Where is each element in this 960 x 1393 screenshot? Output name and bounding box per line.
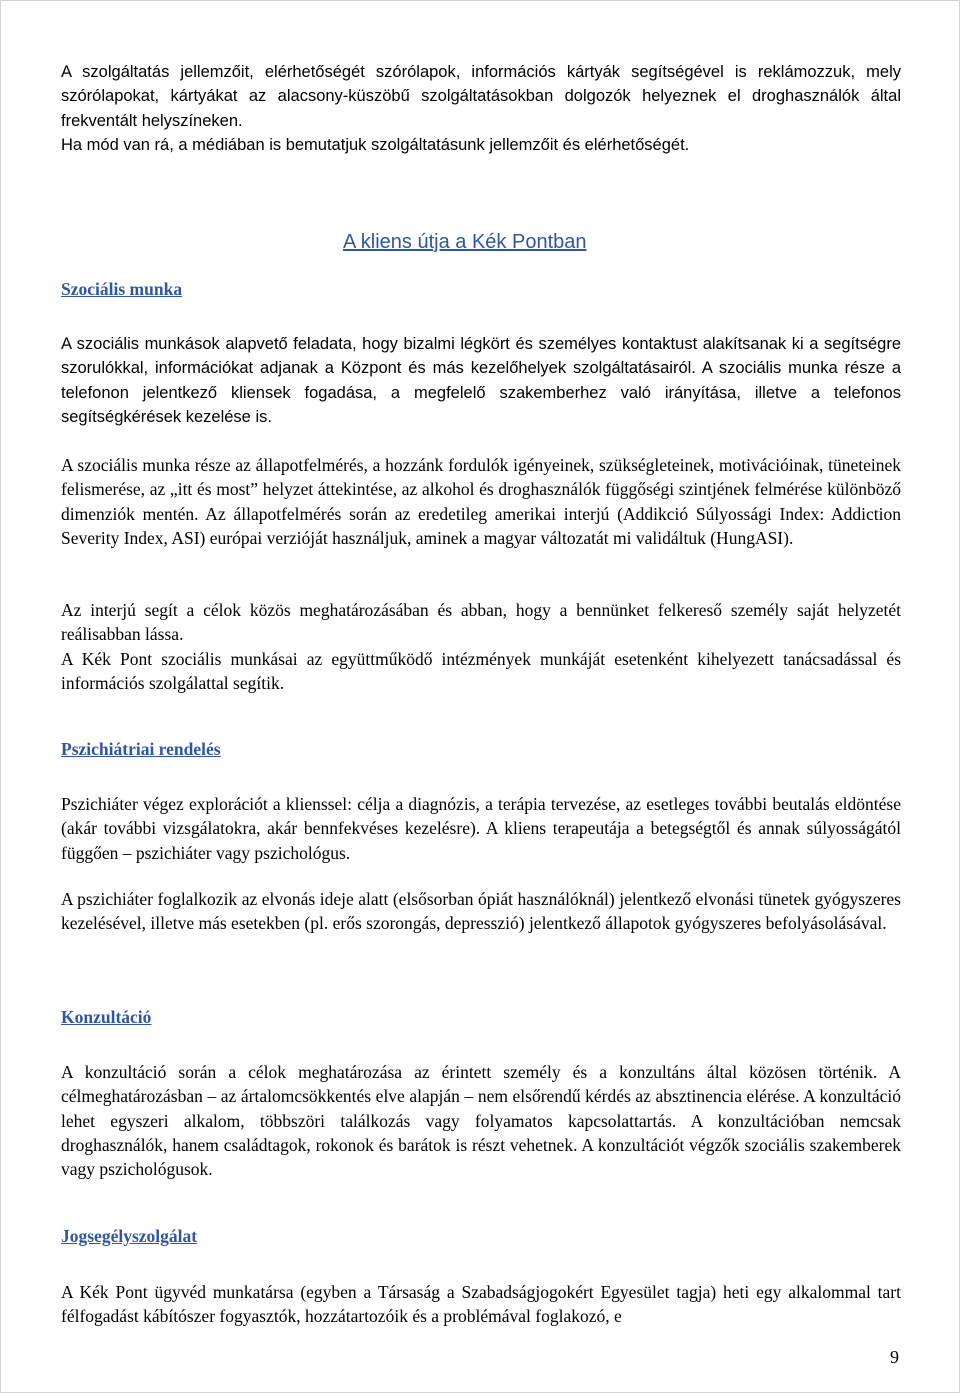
psych-paragraph-2: A pszichiáter foglalkozik az elvonás ideje alatt (elsősorban ópiát használóknál) jelentkező elvonási tünetek gyógyszeres kezelésével, illetve más esetekben (pl. erős szorongás, depresszió) jelentkező állapotok gyógyszeres befolyásolásával. [61, 889, 901, 934]
intro-paragraph: A szolgáltatás jellemzőit, elérhetőségét szórólapok, információs kártyák segítségével is reklámozzuk, mely szórólapokat, kártyákat az alacsony-küszöbű szolgáltatásokban dolgozók helyeznek el droghasználók által frekventált helyszíneken. Ha mód van rá, a médiában is bemutatjuk szolgáltatásunk jellemzőit és elérhetőségét. [61, 63, 901, 154]
consult-paragraph-1: A konzultáció során a célok meghatározása az érintett személy és a konzultáns által közösen történik. A célmeghatározásban – az ártalomcsökkentés elve alapján – nem elsőrendű kérdés az absztinencia elérése. A konzultáció lehet egyszeri alkalom, többszöri találkozás vagy folyamatos kapcsolattartás. A konzultációban nemcsak droghasználók, hanem családtagok, rokonok és barátok is részt vehetnek. A konzultációt végzők szociális szakemberek vagy pszichológusok. [61, 1062, 901, 1180]
heading-psychiatry: Pszichiátriai rendelés [61, 739, 221, 759]
document-title: A kliens útja a Kék Pontban [343, 231, 587, 253]
page-number: 9 [890, 1347, 899, 1367]
heading-consultation: Konzultáció [61, 1007, 152, 1027]
social-paragraph-3: Az interjú segít a célok közös meghatározásában és abban, hogy a bennünket felkereső személy saját helyzetét reálisabban lássa. A Kék Pont szociális munkásai az együttműködő intézmények munkáját esetenként kihelyezett tanácsadással és információs szolgálattal segítik. [61, 600, 901, 693]
legal-paragraph-1: A Kék Pont ügyvéd munkatársa (egyben a Társaság a Szabadságjogokért Egyesület tagja) heti egy alkalommal tart félfogadást kábítószer fogyasztók, hozzátartozóik és a problémával foglakozó, e [61, 1282, 901, 1327]
psych-paragraph-1: Pszichiáter végez explorációt a klienssel: célja a diagnózis, a terápia tervezése, az esetleges további beutalás eldöntése (akár további vizsgálatokra, akár bennfekvéses kezelésre). A kliens terapeutája a betegségtől és annak súlyosságától függően – pszichiáter vagy pszichológus. [61, 794, 901, 863]
heading-legal-aid: Jogsegélyszolgálat [61, 1226, 198, 1246]
social-paragraph-2: A szociális munka része az állapotfelmérés, a hozzánk fordulók igényeinek, szükségleteinek, motivációinak, tüneteinek felismerése, az „itt és most” helyzet áttekintése, az alkohol és droghasználók függőségi szintjének felmérése különböző dimenziók mentén. Az állapotfelmérés során az eredetileg amerikai interjú (Addikció Súlyossági Index: Addiction Severity Index, ASI) európai verzióját használjuk, aminek a magyar változatát mi validáltuk (HungASI). [61, 455, 901, 548]
social-paragraph-1: A szociális munkások alapvető feladata, hogy bizalmi légkört és személyes kontaktust alakítsanak ki a segítségre szorulókkal, információkat adjanak a Központ és más kezelőhelyek szolgáltatásairól. A szociális munka része a telefonon jelentkező kliensek fogadása, a megfelelő szakemberhez való irányítása, illetve a telefonos segítségkérések kezelése is. [61, 335, 901, 426]
heading-social-work: Szociális munka [61, 279, 183, 299]
